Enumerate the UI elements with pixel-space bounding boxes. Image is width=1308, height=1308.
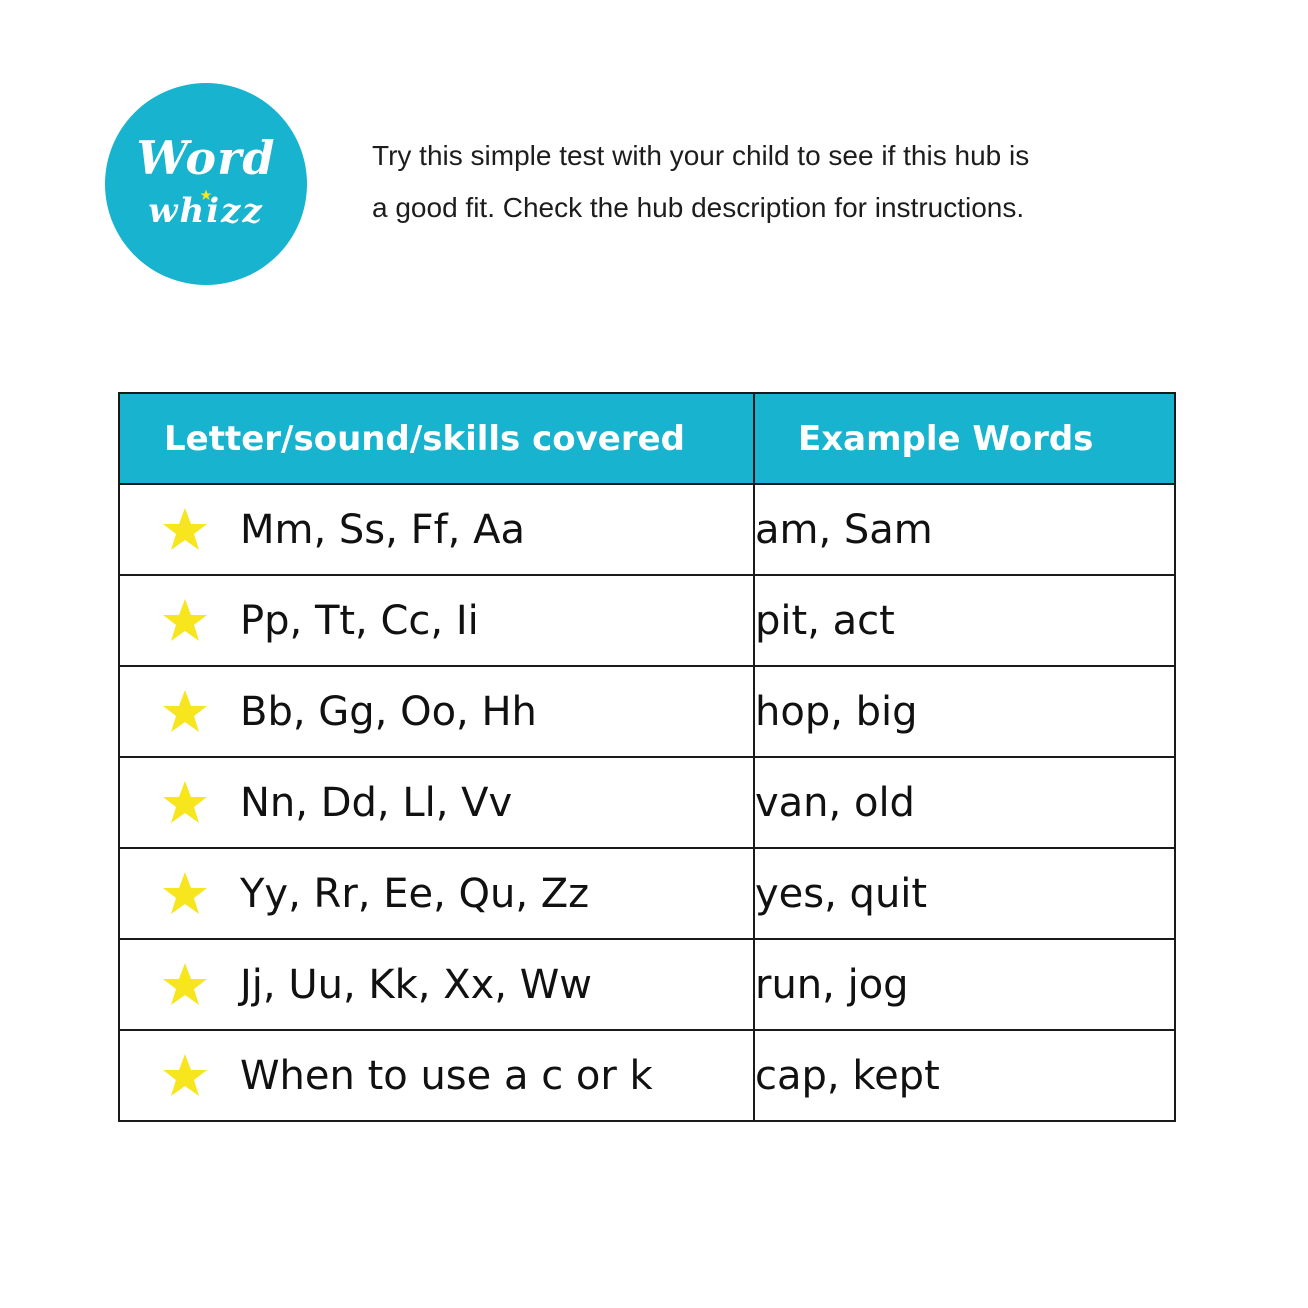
table-row (119, 848, 1175, 939)
skill-label: Yy, Rr, Ee, Qu, Zz (240, 870, 590, 917)
table-row (119, 575, 1175, 666)
star-icon (160, 870, 210, 918)
skill-cell-content (120, 870, 753, 918)
star-icon (160, 506, 210, 554)
skill-cell-content (120, 961, 753, 1009)
skill-cell (119, 1030, 754, 1121)
intro-text (372, 130, 1212, 234)
skill-label: Nn, Dd, Ll, Vv (240, 779, 513, 826)
example-words-cell: cap, kept (754, 1030, 1175, 1121)
example-words-cell: yes, quit (754, 848, 1175, 939)
word-whizz-logo (105, 83, 307, 285)
table-row (119, 757, 1175, 848)
table-row (119, 939, 1175, 1030)
skill-cell (119, 484, 754, 575)
example-words-cell: hop, big (754, 666, 1175, 757)
skill-cell (119, 757, 754, 848)
intro-line-1: Try this simple test with your child to see if this hub is (372, 140, 1030, 171)
header-skills: Letter/sound/skills covered (119, 393, 754, 484)
table-row (119, 666, 1175, 757)
table-header-row (119, 393, 1175, 484)
example-words-cell: am, Sam (754, 484, 1175, 575)
skill-cell-content (120, 779, 753, 827)
skill-label: Mm, Ss, Ff, Aa (240, 506, 525, 553)
skill-cell (119, 575, 754, 666)
logo-whizz-text: whizz (148, 191, 264, 231)
skill-label: Pp, Tt, Cc, Ii (240, 597, 479, 644)
skill-cell (119, 666, 754, 757)
skills-table (118, 392, 1176, 1122)
logo-word-text: Word (136, 131, 276, 185)
skill-cell-content (120, 597, 753, 645)
star-icon (160, 688, 210, 736)
skill-label: Jj, Uu, Kk, Xx, Ww (240, 961, 592, 1008)
example-words-cell: run, jog (754, 939, 1175, 1030)
star-icon (160, 1052, 210, 1100)
skill-cell (119, 848, 754, 939)
table-row (119, 1030, 1175, 1121)
skill-cell-content (120, 1052, 753, 1100)
skill-cell-content (120, 688, 753, 736)
intro-line-2: a good fit. Check the hub description for instructions. (372, 192, 1025, 223)
skill-label: Bb, Gg, Oo, Hh (240, 688, 537, 735)
header-example-words: Example Words (754, 393, 1175, 484)
star-icon (160, 597, 210, 645)
star-icon (160, 779, 210, 827)
example-words-cell: van, old (754, 757, 1175, 848)
skill-cell (119, 939, 754, 1030)
table-row (119, 484, 1175, 575)
star-icon (160, 961, 210, 1009)
example-words-cell: pit, act (754, 575, 1175, 666)
skill-cell-content (120, 506, 753, 554)
skill-label: When to use a c or k (240, 1052, 653, 1099)
